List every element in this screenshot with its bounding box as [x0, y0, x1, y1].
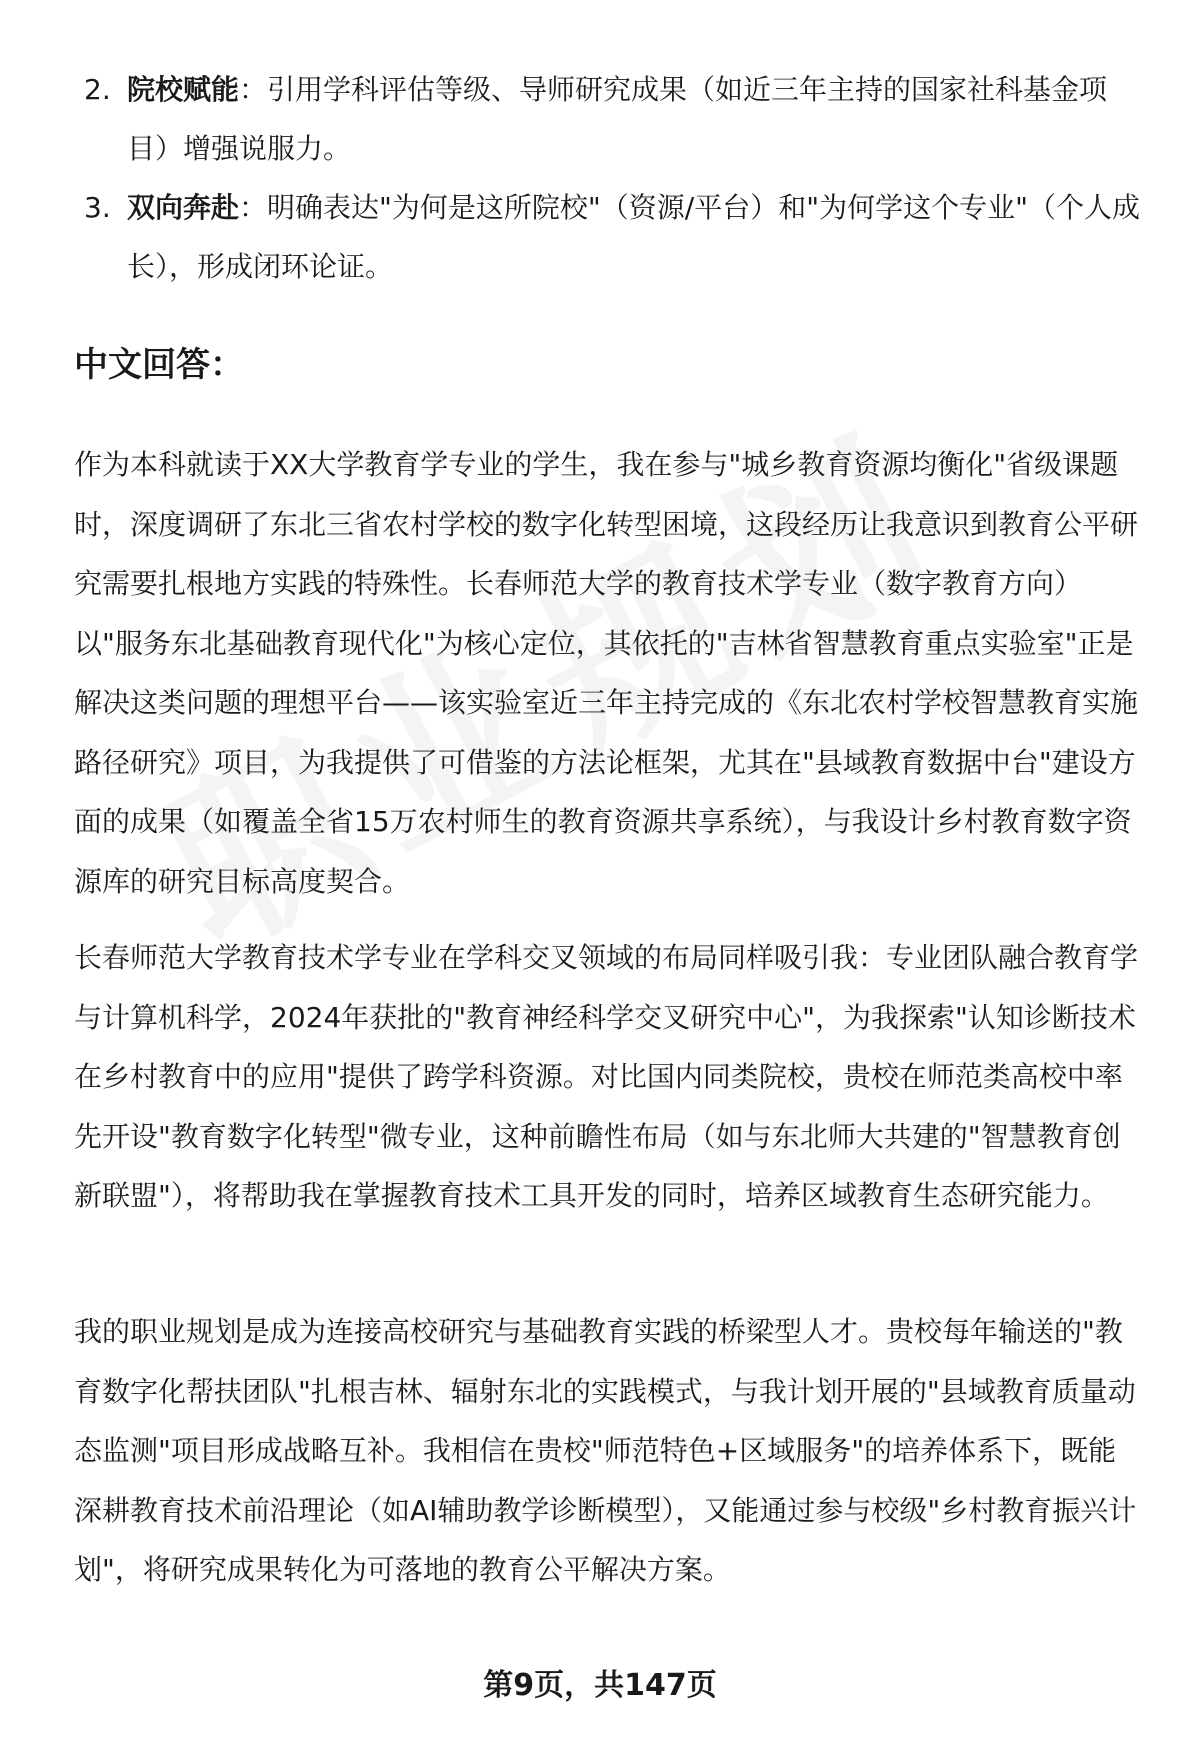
- list-item-title: 双向奔赴: [127, 191, 240, 224]
- list-item: [0, 178, 1147, 296]
- paragraph-2: 长春师范大学教育技术学专业在学科交叉领域的布局同样吸引我：专业团队融合教育学与计算机科学，2024年获批的"教育神经科学交叉研究中心"，为我探索"认知诊断技术在乡村教育中的应用"提供了跨学科资源。对比国内同类院校，贵校在师范类高校中率先开设"教育数字化转型"微专业，这种前瞻性布局（如与东北师大共建的"智慧教育创新联盟"），将帮助我在掌握教育技术工具开发的同时，培养区域教育生态研究能力。: [74, 941, 1139, 1212]
- paragraph-1: 作为本科就读于XX大学教育学专业的学生，我在参与"城乡教育资源均衡化"省级课题时，深度调研了东北三省农村学校的数字化转型困境，这段经历让我意识到教育公平研究需要扎根地方实践的特殊性。长春师范大学的教育技术学专业（数字教育方向）以"服务东北基础教育现代化"为核心定位，其依托的"吉林省智慧教育重点实验室"正是解决这类问题的理想平台——该实验室近三年主持完成的《东北农村学校智慧教育实施路径研究》项目，为我提供了可借鉴的方法论框架，尤其在"县域教育数据中台"建设方面的成果（如覆盖全省15万农村师生的教育资源共享系统），与我设计乡村教育数字资源库的研究目标高度契合。: [74, 448, 1139, 898]
- list-item-title: 院校赋能: [127, 73, 240, 106]
- page-footer: 第9页，共147页: [483, 1668, 717, 1703]
- list-item-number: 2.: [84, 73, 111, 106]
- list-item-number: 3.: [84, 191, 111, 224]
- paragraph-3: 我的职业规划是成为连接高校研究与基础教育实践的桥梁型人才。贵校每年输送的"教育数字化帮扶团队"扎根吉林、辐射东北的实践模式，与我计划开展的"县域教育质量动态监测"项目形成战略互补。我相信在贵校"师范特色+区域服务"的培养体系下，既能深耕教育技术前沿理论（如AI辅助教学诊断模型），又能通过参与校级"乡村教育振兴计划"，将研究成果转化为可落地的教育公平解决方案。: [74, 1315, 1137, 1586]
- list-item-text: ：引用学科评估等级、导师研究成果（如近三年主持的国家社科基金项目）增强说服力。: [127, 73, 1108, 165]
- numbered-list: [0, 60, 1200, 296]
- section-heading: 中文回答：: [74, 345, 244, 385]
- list-item-text: ：明确表达"为何是这所院校"（资源/平台）和"为何学这个专业"（个人成长），形成闭环论证。: [127, 191, 1140, 283]
- list-item: [0, 60, 1147, 178]
